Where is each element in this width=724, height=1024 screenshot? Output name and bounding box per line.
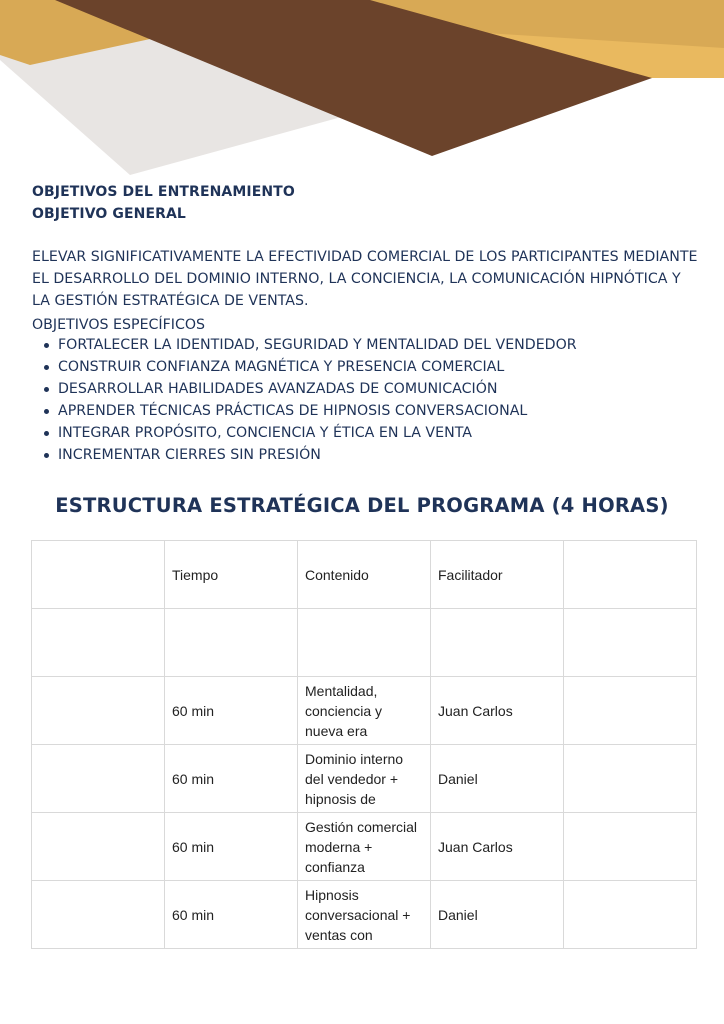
table-header-row (32, 541, 697, 609)
bullet-icon (44, 453, 49, 458)
list-item (32, 444, 577, 466)
facilitator-cell: Juan Carlos (431, 677, 564, 745)
table-cell (32, 677, 165, 745)
time-cell: 60 min (165, 677, 298, 745)
content-text: Mentalidad, conciencia y nueva era (305, 682, 383, 739)
objective-text: FORTALECER LA IDENTIDAD, SEGURIDAD Y MENTALIDAD DEL VENDEDOR (58, 337, 577, 353)
table-cell (32, 881, 165, 949)
objective-text: APRENDER TÉCNICAS PRÁCTICAS DE HIPNOSIS CONVERSACIONAL (58, 403, 528, 419)
content-cell (298, 881, 431, 949)
content-text: Dominio interno del vendedor + hipnosis de (305, 750, 404, 807)
general-objective-title: OBJETIVO GENERAL (32, 206, 186, 222)
facilitator-cell: Juan Carlos (431, 813, 564, 881)
list-item (32, 400, 577, 422)
facilitator-cell: Daniel (431, 745, 564, 813)
specific-objectives-label: OBJETIVOS ESPECÍFICOS (32, 317, 206, 333)
table-cell (431, 609, 564, 677)
content-text: Gestión comercial moderna + confianza (305, 818, 418, 875)
list-item (32, 356, 577, 378)
bullet-icon (44, 365, 49, 370)
general-objective-text: ELEVAR SIGNIFICATIVAMENTE LA EFECTIVIDAD COMERCIAL DE LOS PARTICIPANTES MEDIANTE EL DESARROLLO DEL DOMINIO INTERNO, LA CONCIENCIA, LA COMUNICACIÓN HIPNÓTICA Y LA GESTIÓN ESTRATÉGICA DE VENTAS. (32, 249, 698, 309)
table-row (32, 881, 697, 949)
content-cell (298, 813, 431, 881)
list-item (32, 378, 577, 400)
bullet-icon (44, 343, 49, 348)
header-decoration (0, 0, 724, 180)
time-cell: 60 min (165, 813, 298, 881)
table-cell (32, 609, 165, 677)
table-cell (564, 813, 697, 881)
header-cell (32, 541, 165, 609)
content-cell (298, 677, 431, 745)
facilitator-cell: Daniel (431, 881, 564, 949)
specific-objectives-list (32, 334, 577, 466)
program-table (31, 540, 697, 949)
content-cell (298, 745, 431, 813)
bullet-icon (44, 431, 49, 436)
content-text: Hipnosis conversacional + ventas con (305, 886, 411, 943)
header-cell-content: Contenido (298, 541, 431, 609)
time-cell: 60 min (165, 745, 298, 813)
list-item (32, 422, 577, 444)
table-cell (32, 745, 165, 813)
program-title: ESTRUCTURA ESTRATÉGICA DEL PROGRAMA (4 HORAS) (55, 494, 669, 517)
bullet-icon (44, 409, 49, 414)
header-cell-time: Tiempo (165, 541, 298, 609)
header-cell (564, 541, 697, 609)
table-row (32, 677, 697, 745)
objective-text: DESARROLLAR HABILIDADES AVANZADAS DE COMUNICACIÓN (58, 381, 498, 397)
objective-text: INCREMENTAR CIERRES SIN PRESIÓN (58, 447, 321, 463)
time-cell: 60 min (165, 881, 298, 949)
objectives-title: OBJETIVOS DEL ENTRENAMIENTO (32, 184, 295, 200)
table-cell (298, 609, 431, 677)
table-cell (564, 609, 697, 677)
bullet-icon (44, 387, 49, 392)
table-row (32, 609, 697, 677)
table-row (32, 745, 697, 813)
table-cell (564, 881, 697, 949)
objective-text: INTEGRAR PROPÓSITO, CONCIENCIA Y ÉTICA EN LA VENTA (58, 425, 472, 441)
table-cell (564, 677, 697, 745)
table-cell (165, 609, 298, 677)
table-cell (32, 813, 165, 881)
table-row (32, 813, 697, 881)
header-cell-facilitator: Facilitador (431, 541, 564, 609)
objective-text: CONSTRUIR CONFIANZA MAGNÉTICA Y PRESENCIA COMERCIAL (58, 359, 505, 375)
list-item (32, 334, 577, 356)
table-cell (564, 745, 697, 813)
